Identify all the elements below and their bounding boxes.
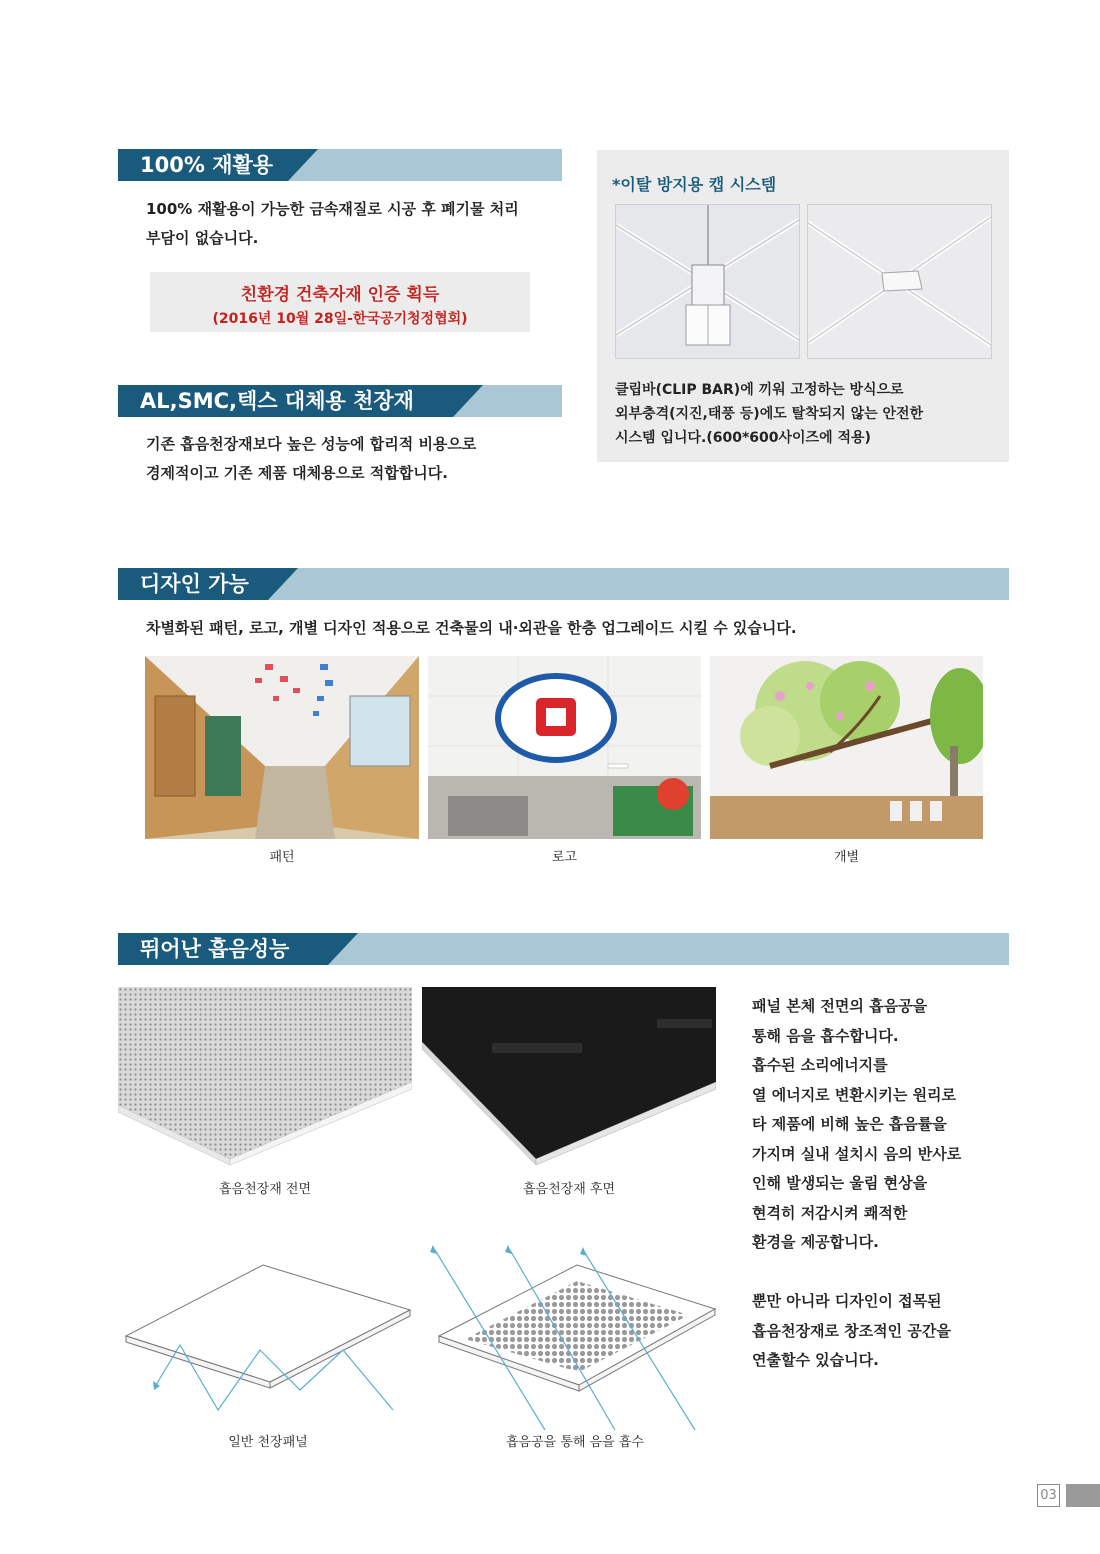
sound-line: 뿐만 아니라 디자인이 접목된 bbox=[752, 1292, 942, 1310]
clip-line: 클립바(CLIP BAR)에 끼워 고정하는 방식으로 bbox=[615, 382, 904, 398]
replace-text bbox=[146, 430, 476, 488]
custom-photo bbox=[710, 656, 983, 839]
sound-line: 현격히 저감시켜 쾌적한 bbox=[752, 1203, 908, 1222]
sound-line: 흡수된 소리에너지를 bbox=[752, 1056, 888, 1074]
clip-line: 외부충격(지진,태풍 등)에도 탈착되지 않는 안전한 bbox=[615, 406, 924, 422]
normal-panel-caption: 일반 천장패널 bbox=[228, 1435, 308, 1450]
pattern-caption: 패턴 bbox=[269, 850, 295, 865]
clip-photo-cap bbox=[807, 204, 992, 359]
sound-line: 환경을 제공합니다. bbox=[752, 1233, 879, 1251]
page-number-tab bbox=[1066, 1484, 1100, 1507]
design-banner bbox=[118, 568, 1009, 600]
clip-line: 시스템 입니다.(600*600사이즈에 적용) bbox=[615, 430, 871, 446]
sound-banner bbox=[118, 933, 1009, 965]
clip-system-text bbox=[615, 378, 923, 450]
recycle-text bbox=[146, 195, 519, 253]
recycle-banner bbox=[118, 149, 562, 181]
absorbing-panel-caption: 흡음공을 통해 음을 흡수 bbox=[506, 1435, 644, 1450]
replace-title: AL,SMC,텍스 대체용 천장재 bbox=[118, 385, 453, 417]
page-number: 03 bbox=[1040, 1488, 1057, 1503]
sound-line: 연출할수 있습니다. bbox=[752, 1351, 879, 1369]
recycle-title: 100% 재활용 bbox=[118, 149, 288, 181]
absorbing-panel-diagram bbox=[425, 1245, 725, 1435]
logo-caption: 로고 bbox=[551, 850, 578, 865]
cert-date: (2016년 10월 28일-한국공기청정협회) bbox=[212, 311, 468, 327]
panel-front-photo bbox=[118, 987, 412, 1165]
sound-line: 타 제품에 비해 높은 흡음률을 bbox=[752, 1115, 947, 1133]
sound-line-spacer bbox=[752, 1258, 961, 1288]
sound-line: 인해 발생되는 울림 현상을 bbox=[752, 1174, 928, 1192]
pattern-photo bbox=[145, 656, 419, 839]
custom-caption: 개별 bbox=[833, 850, 860, 865]
design-title: 디자인 가능 bbox=[118, 568, 268, 600]
clip-system-title: *이탈 방지용 캡 시스템 bbox=[612, 175, 777, 194]
sound-line: 가지며 실내 설치시 음의 반사로 bbox=[752, 1144, 962, 1163]
page-number-box bbox=[1037, 1484, 1060, 1507]
clip-system-box bbox=[597, 150, 1009, 462]
panel-back-caption: 흡음천장재 후면 bbox=[522, 1182, 616, 1197]
panel-back-photo bbox=[422, 987, 716, 1165]
sound-line: 열 에너지로 변환시키는 원리로 bbox=[752, 1085, 957, 1104]
design-desc: 차별화된 패턴, 로고, 개별 디자인 적용으로 건축물의 내·외관을 한층 업그레이드 시킬 수 있습니다. bbox=[146, 619, 797, 637]
sound-line: 통해 음을 흡수합니다. bbox=[752, 1026, 899, 1045]
sound-line: 패널 본체 전면의 흡음공을 bbox=[752, 997, 928, 1015]
panel-front-caption: 흡음천장재 전면 bbox=[218, 1182, 312, 1197]
eco-certification-box bbox=[150, 272, 530, 332]
recycle-line: 부담이 없습니다. bbox=[146, 229, 259, 247]
sound-line: 흡음천장재로 창조적인 공간을 bbox=[752, 1321, 951, 1340]
logo-photo bbox=[428, 656, 701, 839]
sound-title: 뛰어난 흡음성능 bbox=[118, 933, 328, 965]
recycle-line: 100% 재활용이 가능한 금속재질로 시공 후 폐기물 처리 bbox=[146, 200, 519, 218]
clip-photo-hanger bbox=[615, 204, 800, 359]
replace-line: 기존 흡음천장재보다 높은 성능에 합리적 비용으로 bbox=[146, 435, 477, 453]
replace-line: 경제적이고 기존 제품 대체용으로 적합합니다. bbox=[146, 464, 448, 482]
cert-title: 친환경 건축자재 인증 획득 bbox=[240, 285, 440, 305]
normal-panel-diagram bbox=[118, 1250, 418, 1430]
sound-text bbox=[752, 992, 961, 1376]
replace-banner bbox=[118, 385, 562, 417]
